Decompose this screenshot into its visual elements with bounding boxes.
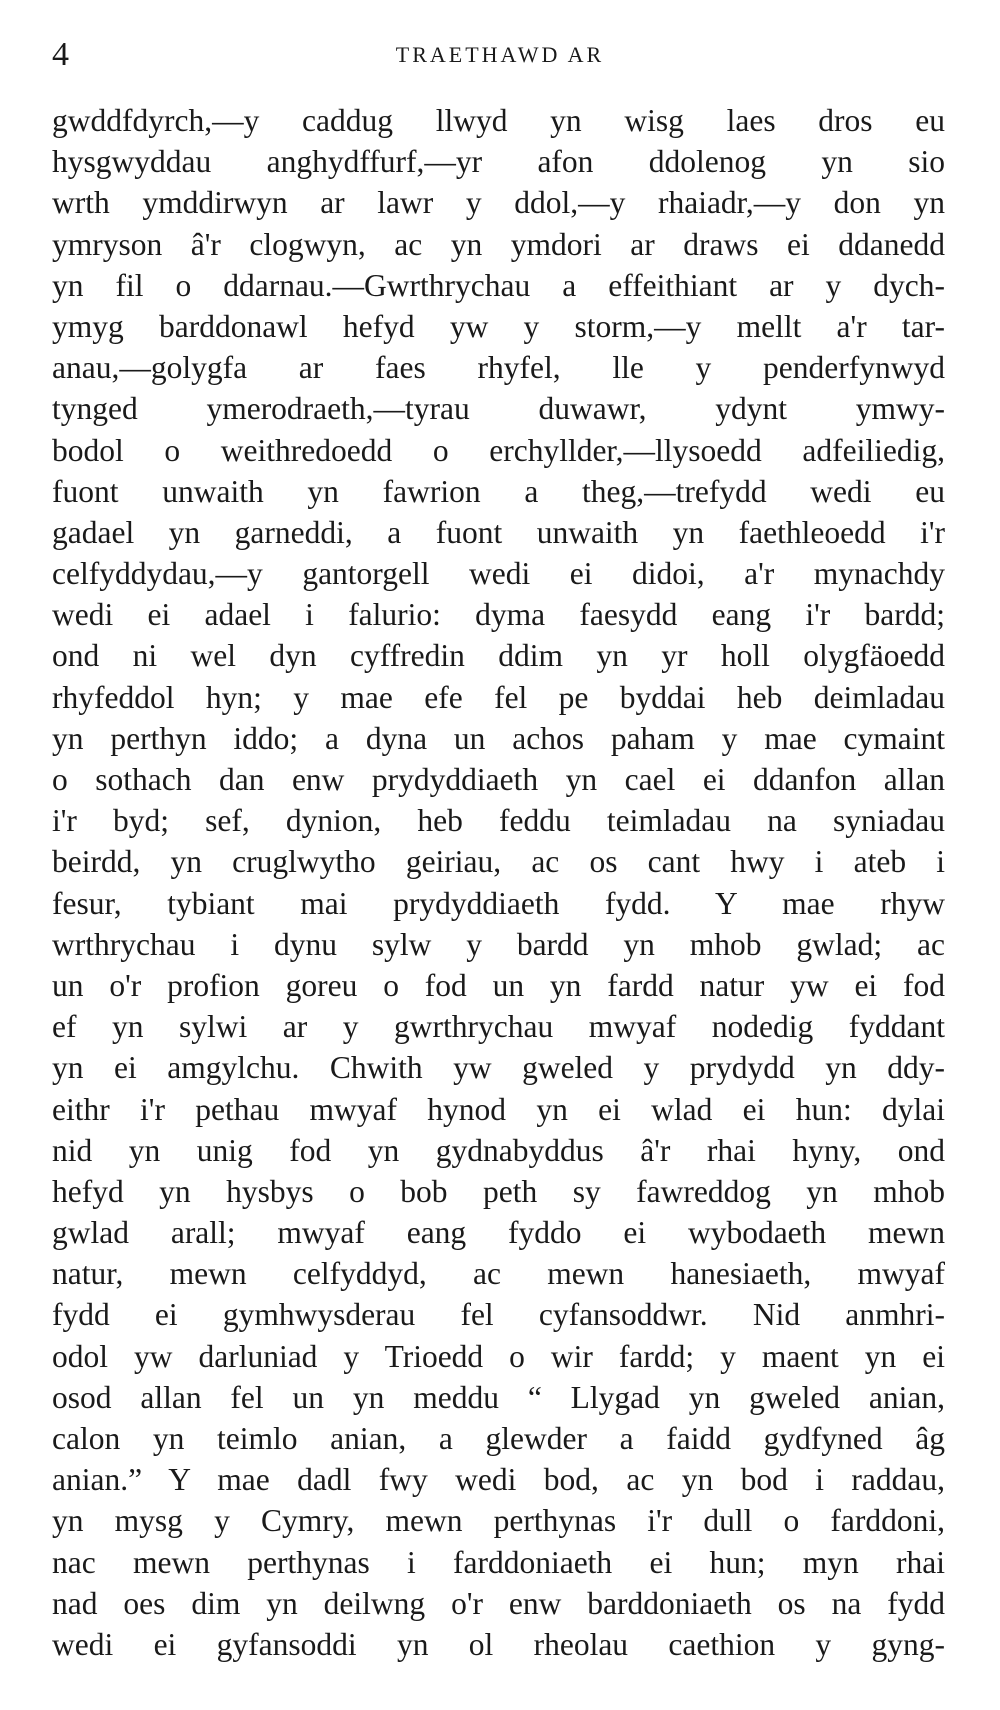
page-number: 4 bbox=[52, 36, 69, 73]
text-line: beirdd, yn cruglwytho geiriau, ac os cant hwy i ateb i bbox=[52, 844, 945, 880]
text-line: celfyddydau,—y gantorgell wedi ei didoi, a'r mynachdy bbox=[52, 556, 945, 592]
text-line: yn fil o ddarnau.—Gwrthrychau a effeithiant ar y dych- bbox=[52, 267, 945, 303]
text-line: o sothach dan enw prydyddiaeth yn cael ei ddanfon allan bbox=[52, 762, 945, 797]
text-line: fydd ei gymhwysderau fel cyfansoddwr. Nid anmhri- bbox=[52, 1297, 945, 1333]
text-line: rhyfeddol hyn; y mae efe fel pe byddai heb deimladau bbox=[52, 679, 945, 715]
text-line: ond ni wel dyn cyffredin ddim yn yr holl olygfäoedd bbox=[52, 638, 945, 674]
text-line: yn perthyn iddo; a dyna un achos paham y mae cymaint bbox=[52, 720, 945, 756]
text-line: fuont unwaith yn fawrion a theg,—trefydd wedi eu bbox=[52, 473, 945, 509]
body-text bbox=[52, 100, 945, 1665]
text-line: eithr i'r pethau mwyaf hynod yn ei wlad ei hun: dylai bbox=[52, 1091, 945, 1127]
text-line: un o'r profion goreu o fod un yn fardd natur yw ei fod bbox=[52, 967, 945, 1003]
text-line: nad oes dim yn deilwng o'r enw barddoniaeth os na fydd bbox=[52, 1585, 945, 1621]
text-line: anau,—golygfa ar faes rhyfel, lle y penderfynwyd bbox=[52, 350, 945, 386]
text-line: hefyd yn hysbys o bob peth sy fawreddog yn mhob bbox=[52, 1173, 945, 1209]
text-line: natur, mewn celfyddyd, ac mewn hanesiaeth, mwyaf bbox=[52, 1256, 945, 1292]
text-line: osod allan fel un yn meddu “ Llygad yn gweled anian, bbox=[52, 1379, 945, 1415]
text-line: wedi ei adael i falurio: dyma faesydd eang i'r bardd; bbox=[52, 597, 945, 633]
text-line: ef yn sylwi ar y gwrthrychau mwyaf nodedig fyddant bbox=[52, 1009, 945, 1045]
text-line: bodol o weithredoedd o erchyllder,—llysoedd adfeiliedig, bbox=[52, 432, 945, 468]
text-line: fesur, tybiant mai prydyddiaeth fydd. Y mae rhyw bbox=[52, 885, 945, 921]
text-line: wrthrychau i dynu sylw y bardd yn mhob gwlad; ac bbox=[52, 926, 945, 962]
text-line: anian.” Y mae dadl fwy wedi bod, ac yn bod i raddau, bbox=[52, 1462, 945, 1498]
text-line: yn ei amgylchu. Chwith yw gweled y prydydd yn ddy- bbox=[52, 1050, 945, 1086]
text-line: calon yn teimlo anian, a glewder a faidd gydfyned âg bbox=[52, 1421, 945, 1456]
text-line: wrth ymddirwyn ar lawr y ddol,—y rhaiadr,—y don yn bbox=[52, 185, 945, 221]
text-line: nid yn unig fod yn gydnabyddus â'r rhai hyny, ond bbox=[52, 1132, 945, 1168]
text-line: tynged ymerodraeth,—tyrau duwawr, ydynt ymwy- bbox=[52, 391, 945, 427]
running-head bbox=[52, 30, 948, 80]
text-line: hysgwyddau anghydffurf,—yr afon ddolenog yn sio bbox=[52, 144, 945, 180]
text-line: gwddfdyrch,—y caddug llwyd yn wisg laes dros eu bbox=[52, 103, 945, 138]
text-line: nac mewn perthynas i farddoniaeth ei hun; myn rhai bbox=[52, 1544, 945, 1580]
text-line: ymyg barddonawl hefyd yw y storm,—y mellt a'r tar- bbox=[52, 308, 945, 344]
text-line: gwlad arall; mwyaf eang fyddo ei wybodaeth mewn bbox=[52, 1215, 945, 1251]
text-line: ymryson â'r clogwyn, ac yn ymdori ar draws ei ddanedd bbox=[52, 226, 945, 262]
text-line: odol yw darluniad y Trioedd o wir fardd; y maent yn ei bbox=[52, 1338, 945, 1374]
text-line: wedi ei gyfansoddi yn ol rheolau caethion y gyng- bbox=[52, 1626, 945, 1662]
text-line: i'r byd; sef, dynion, heb feddu teimladau na syniadau bbox=[52, 803, 945, 839]
text-line: yn mysg y Cymry, mewn perthynas i'r dull o farddoni, bbox=[52, 1503, 945, 1539]
running-title: TRAETHAWD AR bbox=[395, 42, 605, 67]
text-line: gadael yn garneddi, a fuont unwaith yn faethleoedd i'r bbox=[52, 514, 945, 550]
